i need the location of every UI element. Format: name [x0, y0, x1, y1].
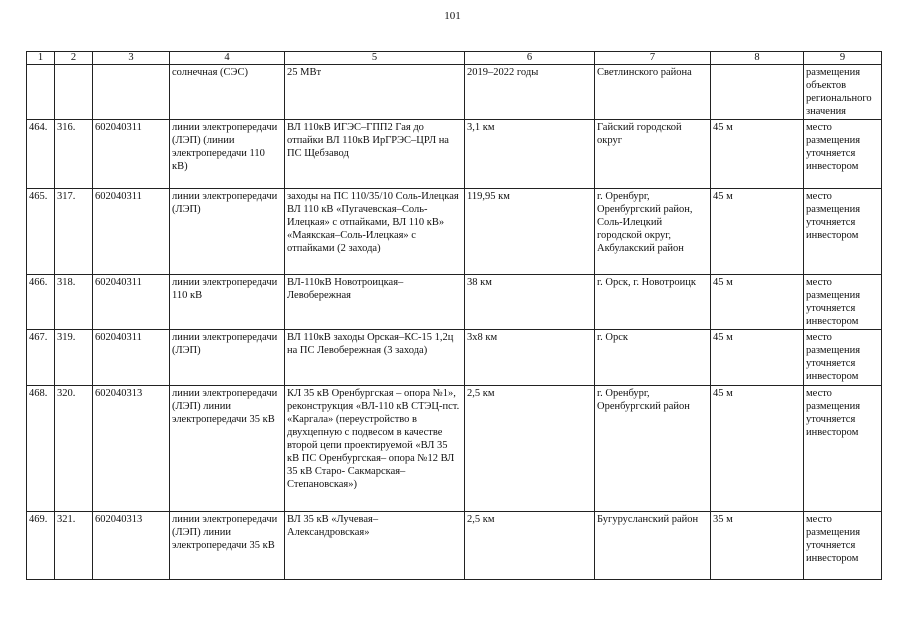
object-code: 602040311 [93, 330, 170, 386]
table-row [27, 512, 882, 580]
column-header: 9 [804, 52, 882, 65]
table-row [27, 386, 882, 512]
placement-note: место размещения уточняется инвестором [804, 330, 882, 386]
object-characteristic: 3,1 км [465, 120, 595, 189]
column-header: 8 [711, 52, 804, 65]
placement-note: место размещения уточняется инвестором [804, 512, 882, 580]
object-location: Светлинского района [595, 65, 711, 120]
object-characteristic: 3х8 км [465, 330, 595, 386]
column-header: 4 [170, 52, 285, 65]
object-name: 25 МВт [285, 65, 465, 120]
protection-zone [711, 65, 804, 120]
object-characteristic: 2,5 км [465, 386, 595, 512]
object-code: 602040313 [93, 512, 170, 580]
object-name: ВЛ-110кВ Новотроицкая– Левобережная [285, 275, 465, 330]
object-location: г. Орск [595, 330, 711, 386]
object-location: Гайский городской округ [595, 120, 711, 189]
placement-note: место размещения уточняется инвестором [804, 386, 882, 512]
protection-zone: 45 м [711, 120, 804, 189]
object-name: заходы на ПС 110/35/10 Соль-Илецкая ВЛ 110 кВ «Пугачевская–Соль-Илецкая» с отпайками, ВЛ 110 кВ» «Маякская–Соль-Илецкая» с отпайками (2 захода) [285, 189, 465, 275]
row-index: 466. [27, 275, 55, 330]
object-name: ВЛ 110кВ заходы Орская–КС-15 1,2ц на ПС Левобережная (3 захода) [285, 330, 465, 386]
table-row [27, 189, 882, 275]
protection-zone: 45 м [711, 386, 804, 512]
object-code: 602040311 [93, 189, 170, 275]
placement-note: место размещения уточняется инвестором [804, 275, 882, 330]
row-sub-index: 318. [55, 275, 93, 330]
object-name: КЛ 35 кВ Оренбургская – опора №1», реконструкция «ВЛ-110 кВ СТЭЦ-пст. «Каргала» (переустройство в двухцепную с подвесом в качестве второй цепи проектируемой «ВЛ 35 кВ ПС Оренбургская– опора №12 ВЛ 35 кВ Старо- Сакмарская–Степановская») [285, 386, 465, 512]
column-header: 3 [93, 52, 170, 65]
object-name: ВЛ 35 кВ «Лучевая– Александровская» [285, 512, 465, 580]
object-code: 602040313 [93, 386, 170, 512]
object-location: г. Оренбург, Оренбургский район [595, 386, 711, 512]
row-sub-index: 320. [55, 386, 93, 512]
object-type: линии электропередачи (ЛЭП) [170, 189, 285, 275]
row-sub-index: 316. [55, 120, 93, 189]
column-header: 1 [27, 52, 55, 65]
placement-note: место размещения уточняется инвестором [804, 120, 882, 189]
object-name: ВЛ 110кВ ИГЭС–ГПП2 Гая до отпайки ВЛ 110кВ ИрГРЭС–ЦРЛ на ПС Щебзавод [285, 120, 465, 189]
row-index: 464. [27, 120, 55, 189]
object-characteristic: 2019–2022 годы [465, 65, 595, 120]
row-index: 465. [27, 189, 55, 275]
row-sub-index [55, 65, 93, 120]
object-type: линии электропередачи 110 кВ [170, 275, 285, 330]
row-index [27, 65, 55, 120]
object-characteristic: 38 км [465, 275, 595, 330]
row-sub-index: 317. [55, 189, 93, 275]
object-type: линии электропередачи (ЛЭП) линии электропередачи 35 кВ [170, 512, 285, 580]
row-index: 469. [27, 512, 55, 580]
page-number: 101 [444, 10, 461, 22]
planning-table [26, 51, 882, 580]
object-location: г. Орск, г. Новотроицк [595, 275, 711, 330]
object-type: солнечная (СЭС) [170, 65, 285, 120]
placement-note: размещения объектов регионального значения [804, 65, 882, 120]
protection-zone: 45 м [711, 189, 804, 275]
placement-note: место размещения уточняется инвестором [804, 189, 882, 275]
row-sub-index: 319. [55, 330, 93, 386]
object-type: линии электропередачи (ЛЭП) линии электропередачи 35 кВ [170, 386, 285, 512]
object-code: 602040311 [93, 275, 170, 330]
object-characteristic: 2,5 км [465, 512, 595, 580]
object-code [93, 65, 170, 120]
object-type: линии электропередачи (ЛЭП) [170, 330, 285, 386]
row-index: 467. [27, 330, 55, 386]
protection-zone: 45 м [711, 275, 804, 330]
table-row [27, 120, 882, 189]
protection-zone: 45 м [711, 330, 804, 386]
row-sub-index: 321. [55, 512, 93, 580]
object-location: Бугурусланский район [595, 512, 711, 580]
object-code: 602040311 [93, 120, 170, 189]
column-header: 6 [465, 52, 595, 65]
table-row [27, 65, 882, 120]
object-characteristic: 119,95 км [465, 189, 595, 275]
row-index: 468. [27, 386, 55, 512]
object-type: линии электропередачи (ЛЭП) (линии электропередачи 110 кВ) [170, 120, 285, 189]
protection-zone: 35 м [711, 512, 804, 580]
table-row [27, 330, 882, 386]
column-header: 7 [595, 52, 711, 65]
object-location: г. Оренбург, Оренбургский район, Соль-Илецкий городской округ, Акбулакский район [595, 189, 711, 275]
table-row [27, 275, 882, 330]
column-header: 2 [55, 52, 93, 65]
column-header: 5 [285, 52, 465, 65]
column-number-row [27, 52, 882, 65]
